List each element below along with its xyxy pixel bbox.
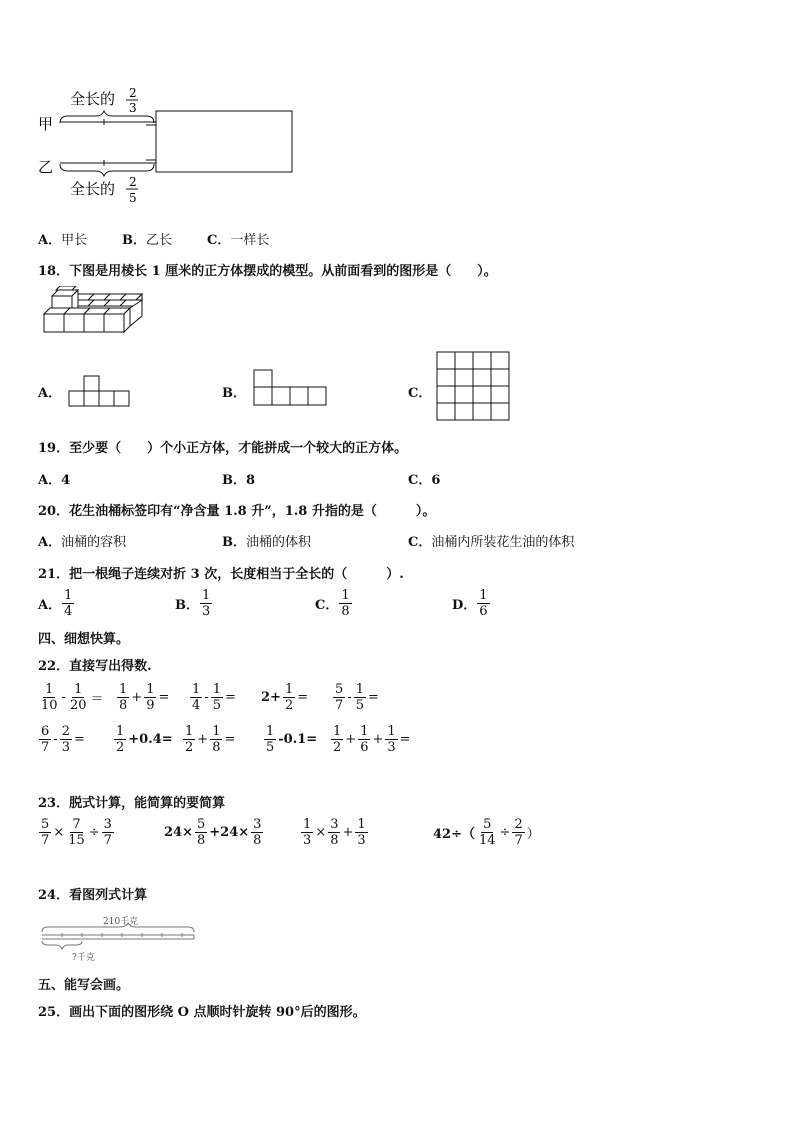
q17-figure — [30, 80, 300, 210]
q18-option-c[interactable]: C． — [408, 386, 432, 401]
q22-expr-6: $\frac{6}{7}$ - $\frac{2}{3}$ = — [41, 724, 85, 755]
q22-expr-10: $\frac{1}{2}$ + $\frac{1}{6}$ + $\frac{1}{3}$ = — [333, 724, 411, 755]
q22-expr-2: $\frac{1}{8}$ + $\frac{1}{9}$ = — [119, 682, 170, 713]
q22-expr-4: 2+ $\frac{1}{2}$ = — [261, 682, 309, 713]
q23-calc-2: 24× $\frac{5}{8}$ +24× $\frac{3}{8}$ — [164, 817, 262, 848]
q21-option-d[interactable]: D． $\frac{1}{6}$ — [452, 588, 488, 619]
q22-expr-7: $\frac{1}{2}$ +0.4= — [116, 724, 173, 755]
q22-expr-9: $\frac{1}{5}$ -0.1= — [266, 724, 318, 755]
q22-expr-1: $\frac{1}{10}$ - $\frac{1}{20}$ ＝ — [41, 682, 104, 713]
q24-bottom-label: ?千克 — [72, 953, 95, 963]
top-label-prefix: 全长的 — [70, 90, 116, 108]
label-jia: 甲 — [38, 115, 54, 133]
q23-calc-3: $\frac{1}{3}$ × $\frac{3}{8}$ + $\frac{1}{3}$ — [303, 817, 366, 848]
q23-calc-1: $\frac{5}{7}$ × $\frac{7}{15}$ ÷ $\frac{3}{7}$ — [41, 817, 112, 848]
fraction: $\frac{1}{4}$ — [64, 588, 73, 619]
fraction: $\frac{1}{6}$ — [479, 588, 488, 619]
q22-text: 22．直接写出得数. — [38, 659, 152, 674]
bottom-label-num: 2 — [129, 175, 137, 189]
box-rect — [156, 111, 292, 172]
q19-option-c[interactable]: C．6 — [408, 473, 441, 488]
q20-text: 20．花生油桶标签印有“净含量 1.8 升”，1.8 升指的是（ ）。 — [38, 504, 436, 519]
q20-option-b[interactable]: B．油桶的体积 — [222, 535, 312, 550]
bottom-label-den: 5 — [129, 191, 137, 205]
q19-option-a[interactable]: A．4 — [38, 473, 71, 488]
q18-option-a[interactable]: A． — [38, 386, 62, 401]
q18-text: 18．下图是用棱长 1 厘米的正方体摆成的模型。从前面看到的图形是（ ）。 — [38, 264, 497, 279]
q22-expr-8: $\frac{1}{2}$ + $\frac{1}{8}$ = — [185, 724, 236, 755]
q18-option-b[interactable]: B． — [222, 386, 246, 401]
q23-calc-4: 42÷（ $\frac{5}{14}$ ÷ $\frac{2}{7}$ ） — [433, 817, 540, 848]
q24-text: 24．看图列式计算 — [38, 888, 148, 903]
q20-option-c[interactable]: C．油桶内所装花生油的体积 — [408, 535, 575, 550]
top-label-den: 3 — [129, 101, 137, 115]
q23-text: 23．脱式计算，能简算的要简算 — [38, 796, 226, 811]
q19-text: 19．至少要（ ）个小正方体，才能拼成一个较大的正方体。 — [38, 441, 408, 456]
label-yi: 乙 — [38, 158, 54, 176]
top-label-num: 2 — [129, 86, 137, 100]
q18-option-c-figure[interactable] — [436, 351, 512, 426]
q17-option-b[interactable]: B．乙长 — [122, 233, 173, 248]
section-5-heading: 五、能写会画。 — [38, 978, 130, 993]
q17-option-a[interactable]: A．甲长 — [38, 233, 88, 248]
q18-cube-model — [42, 286, 154, 342]
q24-top-label: 210千克 — [103, 917, 139, 927]
q21-option-c[interactable]: C． $\frac{1}{8}$ — [315, 588, 350, 619]
q19-option-b[interactable]: B．8 — [222, 473, 256, 488]
bottom-label-prefix: 全长的 — [70, 180, 116, 198]
q22-expr-3: $\frac{1}{4}$ - $\frac{1}{5}$ = — [192, 682, 236, 713]
q18-option-b-figure[interactable] — [253, 369, 329, 411]
q24-diagram — [38, 912, 200, 972]
q22-expr-5: $\frac{5}{7}$ - $\frac{1}{5}$ = — [335, 682, 379, 713]
q21-option-b[interactable]: B． $\frac{1}{3}$ — [175, 588, 211, 619]
q21-text: 21．把一根绳子连续对折 3 次，长度相当于全长的（ ）. — [38, 567, 404, 582]
fraction: $\frac{1}{3}$ — [202, 588, 211, 619]
section-4-heading: 四、细想快算。 — [38, 632, 130, 647]
q21-option-a[interactable]: A． $\frac{1}{4}$ — [38, 588, 73, 619]
q17-option-c[interactable]: C．一样长 — [207, 233, 270, 248]
q20-option-a[interactable]: A．油桶的容积 — [38, 535, 127, 550]
q25-text: 25．画出下面的图形绕 O 点顺时针旋转 90°后的图形。 — [38, 1005, 366, 1020]
fraction: $\frac{1}{8}$ — [341, 588, 350, 619]
q18-option-a-figure[interactable] — [68, 374, 132, 412]
